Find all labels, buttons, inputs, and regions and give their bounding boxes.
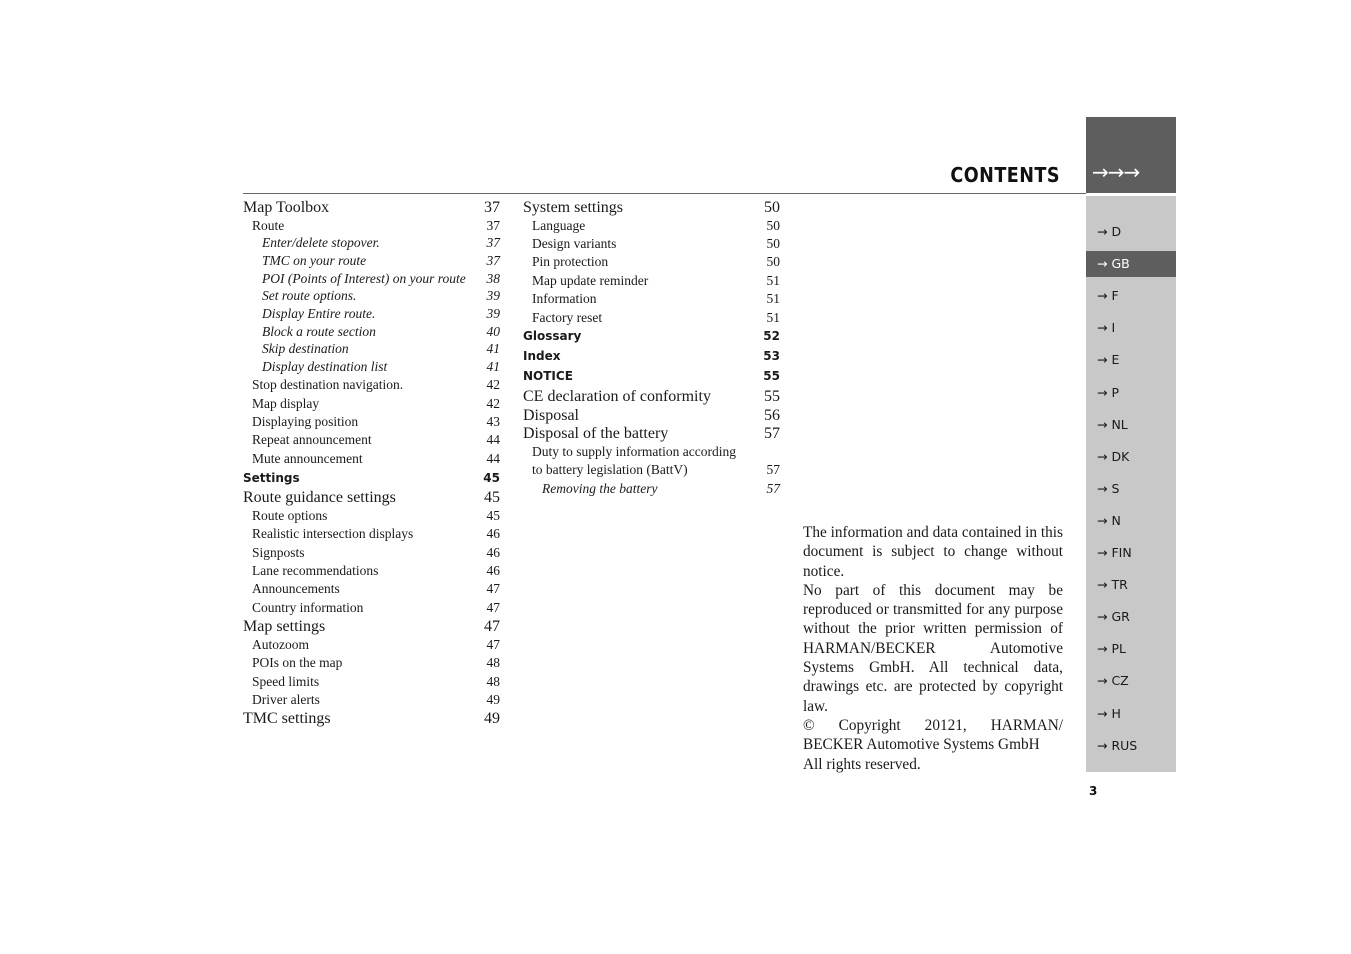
- toc-entry-title: Information: [532, 290, 597, 306]
- toc-entry-page: 43: [486, 413, 500, 429]
- toc-entry-title: Map settings: [243, 617, 326, 635]
- toc-entry-title: Design variants: [532, 235, 617, 251]
- toc-entry-title: Announcements: [252, 581, 340, 596]
- toc-entry-page: 37: [486, 235, 500, 250]
- toc-entry-title: Set route options.: [262, 288, 357, 303]
- language-link[interactable]: → H: [1097, 705, 1121, 721]
- toc-entry-page: 46: [486, 562, 500, 578]
- toc-entry-page: 37: [486, 253, 500, 268]
- toc-entry-title: Route: [252, 217, 285, 233]
- toc-entry-title: Mute announcement: [252, 450, 363, 466]
- toc-entry-page: 47: [486, 581, 500, 596]
- toc-entry-title: Driver alerts: [252, 691, 320, 707]
- toc-entry-page: 44: [486, 450, 500, 466]
- toc-entry-page: 48: [486, 654, 500, 670]
- language-link[interactable]: → S: [1097, 480, 1120, 496]
- toc-entry-title: Route guidance settings: [243, 489, 396, 506]
- toc-entry-title: Stop destination navigation.: [252, 376, 404, 392]
- toc-entry-title: Block a route section: [262, 323, 376, 339]
- toc-entry-page: 50: [766, 217, 780, 233]
- toc-entry-page: 48: [486, 673, 500, 689]
- toc-entry-title: TMC settings: [243, 710, 331, 727]
- language-link[interactable]: → RUS: [1097, 737, 1138, 753]
- toc-entry-page: 47: [486, 636, 500, 652]
- section-tab-arrows: →→→: [1092, 160, 1140, 184]
- toc-entry-page: 45: [483, 471, 500, 485]
- language-link[interactable]: → N: [1097, 512, 1121, 528]
- toc-entry-title: Signposts: [252, 544, 305, 560]
- language-link[interactable]: → NL: [1097, 416, 1128, 432]
- toc-entry-title: Map update reminder: [532, 272, 649, 288]
- copyright-notice: [803, 523, 1063, 774]
- header-rule: [243, 193, 1086, 194]
- toc-entry-page: 50: [766, 253, 780, 269]
- toc-entry-title: Displaying position: [252, 413, 359, 429]
- toc-entry-page: 47: [484, 617, 500, 635]
- language-link[interactable]: → GB: [1086, 251, 1176, 277]
- toc-entry-page: 45: [486, 507, 500, 523]
- toc-entry-title: Realistic intersection displays: [252, 525, 414, 541]
- toc-entry-title: Removing the battery: [542, 480, 658, 496]
- language-link[interactable]: → I: [1097, 320, 1116, 336]
- toc-entry-page: 51: [766, 309, 780, 325]
- toc-entry-title: Display Entire route.: [262, 306, 376, 321]
- toc-entry-page: 41: [486, 358, 500, 374]
- toc-entry-page: 45: [484, 489, 500, 506]
- toc-entry-title: Index: [523, 349, 561, 363]
- notice-paragraph: © Copyright 20121, HARMAN/ BECKER Automotive Systems GmbH: [803, 716, 1063, 754]
- toc-entry-page: 38: [486, 270, 500, 286]
- notice-paragraph: No part of this document may be reproduced or transmitted for any purpose without the prior written permission of HARMAN/BECKER Automotive Systems GmbH. All technical data, drawings etc. are protected by copyright law.: [803, 581, 1063, 715]
- toc-entry-page: 57: [766, 480, 780, 496]
- language-link[interactable]: → TR: [1097, 577, 1128, 593]
- toc-entry-page: 37: [486, 217, 500, 233]
- toc-entry-title: Duty to supply information according: [532, 443, 736, 459]
- toc-entry-title: TMC on your route: [262, 253, 367, 268]
- toc-entry-page: 51: [766, 290, 780, 306]
- toc-entry-page: 52: [763, 329, 780, 343]
- toc-entry-title: System settings: [523, 199, 624, 216]
- toc-entry-page: 46: [486, 544, 500, 560]
- toc-entry-page: 37: [484, 199, 500, 216]
- language-link[interactable]: → DK: [1097, 448, 1130, 464]
- toc-entry-page: 57: [764, 425, 780, 442]
- toc-entry-title: Skip destination: [262, 341, 349, 356]
- toc-entry-title: Factory reset: [532, 309, 603, 325]
- toc-entry-title: Pin protection: [532, 253, 609, 269]
- language-link[interactable]: → FIN: [1097, 545, 1132, 560]
- toc-entry-page: 49: [486, 691, 500, 707]
- language-link[interactable]: → E: [1097, 352, 1120, 368]
- language-link[interactable]: → PL: [1097, 641, 1126, 657]
- language-link[interactable]: → CZ: [1097, 673, 1129, 689]
- toc-entry-page: 53: [763, 349, 780, 363]
- toc-entry-page: 51: [766, 272, 780, 288]
- page-title: CONTENTS: [950, 163, 1060, 187]
- toc-entry-page: 47: [486, 599, 500, 615]
- toc-entry-page: 55: [764, 387, 780, 405]
- toc-entry-page: 49: [484, 710, 500, 727]
- toc-entry-page: 50: [764, 199, 780, 216]
- page-number: 3: [1089, 784, 1098, 798]
- toc-entry-page: 41: [486, 341, 500, 356]
- toc-entry-title: Route options: [252, 507, 328, 523]
- toc-entry-title: CE declaration of conformity: [523, 387, 711, 405]
- toc-entry-page: 42: [486, 376, 500, 392]
- toc-entry-title: Language: [532, 217, 586, 233]
- toc-entry-title: POIs on the map: [252, 654, 343, 670]
- toc-entry-title: Map Toolbox: [243, 199, 330, 216]
- toc-entry-page: 57: [766, 461, 780, 477]
- toc-entry-page: 56: [764, 406, 780, 424]
- toc-entry-title: Lane recommendations: [252, 562, 379, 578]
- toc-entry-title: Speed limits: [252, 673, 320, 689]
- language-link[interactable]: → D: [1097, 224, 1122, 239]
- toc-entry-page: 39: [486, 288, 500, 303]
- notice-paragraph: All rights reserved.: [803, 755, 921, 773]
- toc-entry-page: 40: [486, 323, 500, 339]
- toc-entry-title: Disposal: [523, 406, 579, 424]
- toc-entry-title: Country information: [252, 599, 364, 615]
- toc-entry-title: to battery legislation (BattV): [532, 461, 688, 477]
- toc-entry-page: 46: [486, 525, 500, 541]
- toc-entry-title: POI (Points of Interest) on your route: [262, 270, 466, 286]
- toc-entry-title: Display destination list: [262, 358, 388, 374]
- toc-entry-title: Repeat announcement: [252, 431, 372, 447]
- language-link[interactable]: → F: [1097, 288, 1119, 304]
- language-link[interactable]: → P: [1097, 384, 1119, 400]
- notice-paragraph: The information and data contained in this document is subject to change without notice.: [803, 524, 1063, 580]
- toc-entry-title: Map display: [252, 395, 320, 411]
- toc-entry-title: Settings: [243, 471, 300, 485]
- toc-entry-page: 42: [486, 395, 500, 411]
- toc-entry-title: Glossary: [523, 329, 582, 343]
- toc-entry-title: Disposal of the battery: [523, 425, 669, 442]
- toc-entry-page: 55: [763, 369, 780, 383]
- language-link[interactable]: → GR: [1097, 609, 1130, 625]
- toc-entry-page: 39: [486, 306, 500, 321]
- toc-entry-title: Enter/delete stopover.: [262, 235, 380, 250]
- toc-entry-page: 50: [766, 235, 780, 251]
- toc-entry-page: 44: [486, 431, 500, 447]
- toc-entry-title: NOTICE: [523, 369, 573, 383]
- toc-entry-title: Autozoom: [252, 636, 309, 652]
